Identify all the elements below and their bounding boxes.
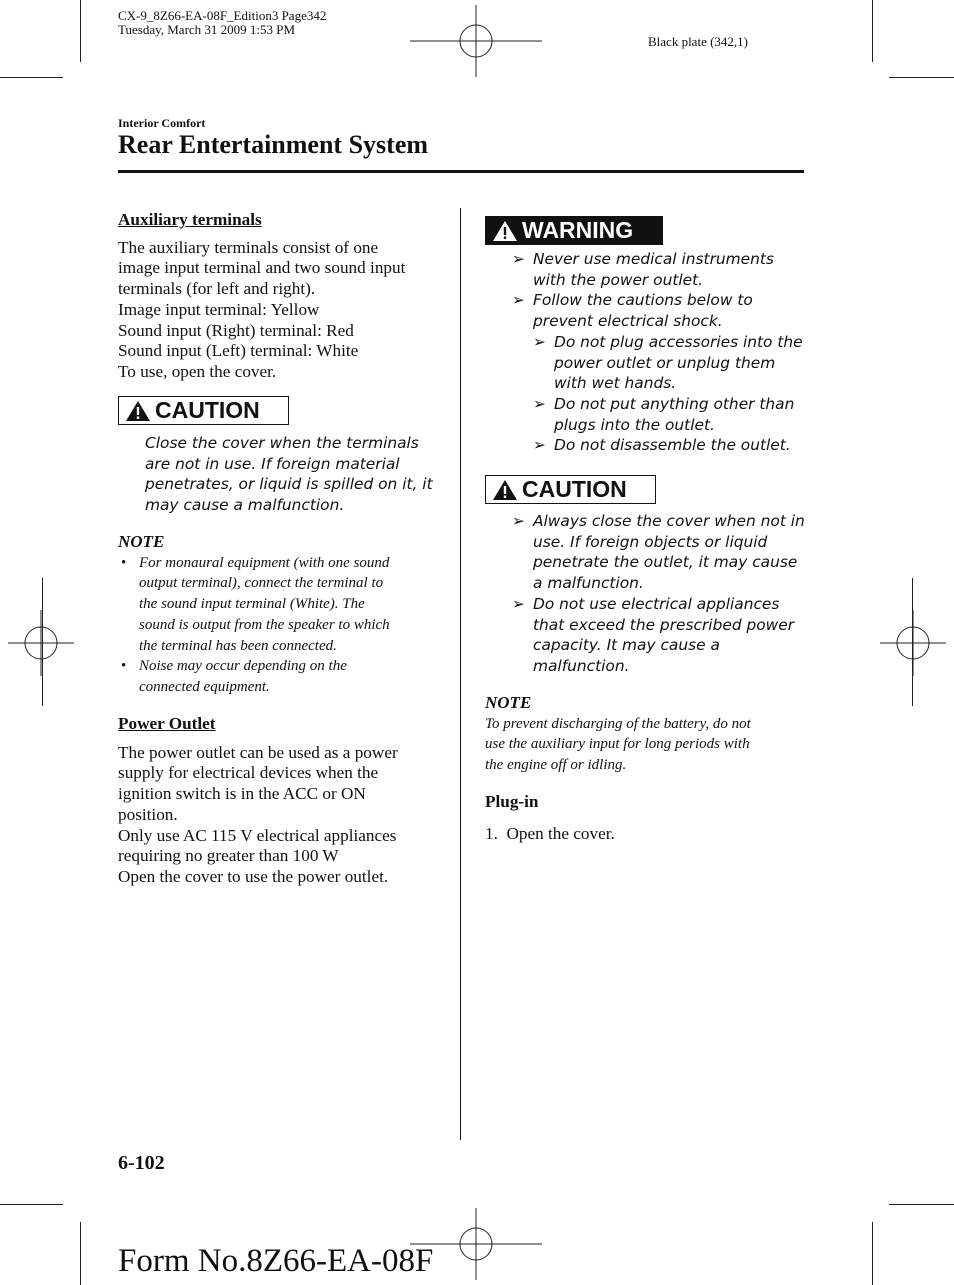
arrow-bullet-icon: ➢: [512, 291, 525, 310]
print-timestamp: Tuesday, March 31 2009 1:53 PM: [118, 22, 296, 37]
note-line: sound is output from the speaker to which: [139, 616, 390, 633]
body-line: image input terminal and two sound input: [118, 258, 406, 278]
warning-line: prevent electrical shock.: [533, 312, 723, 331]
caution-list-right: [512, 511, 812, 677]
note-line: the terminal has been connected.: [139, 637, 337, 654]
note-line: use the auxiliary input for long periods with: [485, 736, 750, 753]
column-divider: [460, 208, 461, 1140]
plate-label: Black plate (342,1): [648, 34, 748, 49]
caution-line: use. If foreign objects or liquid: [533, 532, 768, 551]
warning-line: plugs into the outlet.: [554, 415, 715, 434]
body-line: requiring no greater than 100 W: [118, 846, 339, 866]
print-job-line: CX-9_8Z66-EA-08F_Edition3 Page342: [118, 8, 327, 23]
warning-line: Do not plug accessories into the: [554, 332, 803, 351]
warning-box: [485, 216, 663, 245]
warning-line: Do not disassemble the outlet.: [554, 436, 791, 455]
body-line: To use, open the cover.: [118, 361, 277, 381]
caution-line: a malfunction.: [533, 574, 644, 593]
power-outlet-heading: Power Outlet: [118, 714, 216, 733]
caution-text-left: [145, 433, 445, 516]
caution-line: may cause a malfunction.: [145, 496, 345, 515]
arrow-bullet-icon: ➢: [533, 332, 546, 351]
arrow-bullet-icon: ➢: [512, 594, 525, 613]
note-label: NOTE: [118, 532, 165, 551]
warning-triangle-icon: [492, 479, 518, 501]
note-item: [118, 656, 438, 697]
caution-box-right: [485, 475, 656, 504]
warning-triangle-icon: [125, 400, 151, 422]
warning-line: Never use medical instruments: [533, 250, 774, 268]
warning-line: with wet hands.: [554, 374, 677, 393]
registration-mark-right: [880, 610, 946, 676]
caution-line: that exceed the prescribed power: [533, 615, 795, 634]
body-line: Open the cover to use the power outlet.: [118, 866, 389, 886]
warning-line: power outlet or unplug them: [554, 353, 776, 372]
warning-subitem: [512, 394, 812, 435]
body-line: Sound input (Left) terminal: White: [118, 341, 359, 361]
body-line: Image input terminal: Yellow: [118, 299, 320, 319]
registration-mark-left: [8, 610, 74, 676]
caution-line: are not in use. If foreign material: [145, 454, 400, 473]
note-block-right: [485, 693, 805, 776]
arrow-bullet-icon: ➢: [512, 250, 525, 268]
note-line: the engine off or idling.: [485, 757, 627, 774]
left-column: [118, 210, 440, 383]
arrow-bullet-icon: ➢: [512, 512, 525, 530]
caution-line: penetrate the outlet, it may cause: [533, 553, 798, 572]
power-outlet-section: [118, 714, 440, 888]
aux-terminals-body: [118, 238, 440, 383]
warning-triangle-icon: [492, 220, 518, 242]
page-title: Rear Entertainment System: [118, 130, 429, 159]
body-line: The auxiliary terminals consist of one: [118, 237, 379, 257]
warning-line: with the power outlet.: [533, 270, 704, 289]
warning-subitem: [512, 435, 812, 456]
note-line: connected equipment.: [139, 678, 270, 695]
caution-line: penetrates, or liquid is spilled on it, it: [145, 475, 433, 494]
body-line: position.: [118, 804, 178, 824]
plug-in-section: [485, 792, 805, 844]
aux-terminals-heading: Auxiliary terminals: [118, 210, 262, 229]
body-line: ignition switch is in the ACC or ON: [118, 784, 366, 804]
arrow-bullet-icon: ➢: [533, 394, 546, 413]
registration-mark-top: [410, 5, 542, 77]
warning-item: [512, 290, 812, 331]
caution-label: CAUTION: [522, 476, 627, 502]
plug-in-step: 1. Open the cover.: [485, 823, 615, 843]
caution-item: [512, 594, 812, 677]
note-line: • For monaural equipment (with one sound: [139, 554, 390, 571]
warning-line: Follow the cautions below to: [533, 291, 753, 310]
form-number: Form No.8Z66-EA-08F: [118, 1243, 434, 1279]
caution-line: Close the cover when the terminals: [145, 434, 419, 452]
note-line: To prevent discharging of the battery, do not: [485, 715, 751, 732]
warning-list: [512, 249, 812, 456]
note-line: output terminal), connect the terminal to: [139, 575, 384, 592]
caution-line: capacity. It may cause a: [533, 636, 720, 655]
caution-label: CAUTION: [155, 397, 260, 423]
warning-item: [512, 249, 812, 290]
title-rule: [118, 170, 804, 173]
caution-line: malfunction.: [533, 656, 630, 675]
note-block-left: [118, 532, 438, 698]
warning-label: WARNING: [522, 217, 634, 243]
warning-line: Do not put anything other than: [554, 394, 795, 413]
caution-item: [512, 511, 812, 594]
note-line: the sound input terminal (White). The: [139, 596, 365, 613]
note-list: [118, 553, 438, 698]
note-item: [118, 553, 438, 657]
note-label: NOTE: [485, 693, 532, 712]
note-line: • Noise may occur depending on the: [139, 658, 347, 675]
caution-line: Do not use electrical appliances: [533, 594, 780, 613]
body-line: terminals (for left and right).: [118, 279, 316, 299]
body-line: The power outlet can be used as a power: [118, 742, 398, 762]
body-line: Sound input (Right) terminal: Red: [118, 320, 354, 340]
caution-box-left: [118, 396, 289, 425]
note-text: [485, 714, 805, 776]
body-line: supply for electrical devices when the: [118, 763, 379, 783]
body-line: Only use AC 115 V electrical appliances: [118, 825, 397, 845]
warning-subitem: [512, 332, 812, 394]
page-number: 6-102: [118, 1152, 165, 1174]
arrow-bullet-icon: ➢: [533, 436, 546, 455]
caution-line: Always close the cover when not in: [533, 512, 805, 530]
section-label: Interior Comfort: [118, 116, 206, 130]
plug-in-heading: Plug-in: [485, 792, 539, 811]
